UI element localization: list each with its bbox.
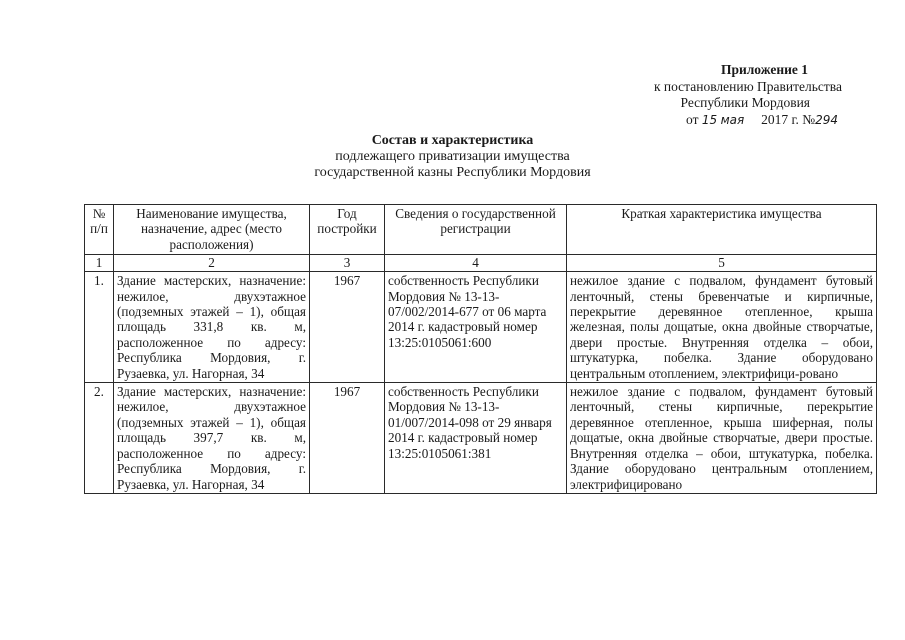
- header-registration: Сведения о государственной регистрации: [385, 205, 567, 255]
- column-number: 3: [310, 255, 385, 272]
- decree-number: 294: [815, 112, 838, 127]
- column-number: 2: [114, 255, 310, 272]
- date-prefix: от: [686, 111, 699, 127]
- table-row: [85, 383, 877, 494]
- asset-characteristics: нежилое здание с подвалом, фундамент бутовый ленточный, стены бревенчатые и кирпичные, перекрытие деревянное отепленное, крыша железная, полы дощатые, окна двойные створчатые, двери простые. Внутренняя отделка – обои, штукатурка, побелка. Здание оборудовано центральным отоплением, электрифици-ровано: [567, 272, 877, 383]
- appendix-date-line: [612, 112, 852, 129]
- date-day: 15: [701, 112, 718, 127]
- table-row: [85, 272, 877, 383]
- column-number: 5: [567, 255, 877, 272]
- registration-info: собственность Республики Мордовия № 13-13-01/007/2014-098 от 29 января 2014 г. кадастровый номер 13:25:0105061:381: [385, 383, 567, 494]
- asset-name: Здание мастерских, назначение: нежилое, двухэтажное (подземных этажей – 1), общая площадь 397,7 кв. м, расположенное по адресу: Республика Мордовия, г. Рузаевка, ул. Нагорная, 34: [114, 383, 310, 494]
- asset-name: Здание мастерских, назначение: нежилое, двухэтажное (подземных этажей – 1), общая площадь 331,8 кв. м, расположенное по адресу: Республика Мордовия, г. Рузаевка, ул. Нагорная, 34: [114, 272, 310, 383]
- column-number: 1: [85, 255, 114, 272]
- asset-characteristics: нежилое здание с подвалом, фундамент бутовый ленточный, стены кирпичные, перекрытие деревянное отепленное, крыша шиферная, полы дощатые, окна двойные створчатые, двери простые. Внутренняя отделка – обои, штукатурка, побелка. Здание оборудовано центральным отоплением, электрифицировано: [567, 383, 877, 494]
- row-number: 2.: [85, 383, 114, 494]
- column-number-row: [85, 255, 877, 272]
- build-year: 1967: [310, 383, 385, 494]
- document-title: Состав и характеристика: [371, 133, 534, 148]
- header-characteristics: Краткая характеристика имущества: [567, 205, 877, 255]
- header-year: Год постройки: [310, 205, 385, 255]
- number-prefix: №: [802, 111, 816, 127]
- registration-info: собственность Республики Мордовия № 13-13-07/002/2014-677 от 06 марта 2014 г. кадастровый номер 13:25:0105061:600: [385, 272, 567, 383]
- table-header-row: [85, 205, 877, 255]
- appendix-decree-line: к постановлению Правительства: [653, 78, 842, 94]
- row-number: 1.: [85, 272, 114, 383]
- document-subtitle-1: подлежащего приватизации имущества: [335, 149, 570, 164]
- date-year: 2017 г.: [761, 111, 799, 127]
- column-number: 4: [385, 255, 567, 272]
- header-no: № п/п: [85, 205, 114, 255]
- header-name: Наименование имущества, назначение, адрес (место расположения): [114, 205, 310, 255]
- date-month: мая: [720, 112, 745, 127]
- build-year: 1967: [310, 272, 385, 383]
- document-subtitle-2: государственной казны Республики Мордовия: [314, 165, 591, 180]
- appendix-block: [612, 62, 852, 128]
- appendix-republic-line: Республики Мордовия: [680, 95, 810, 110]
- appendix-title: Приложение 1: [720, 62, 808, 77]
- assets-table: [84, 204, 877, 494]
- document-title-block: [0, 133, 905, 181]
